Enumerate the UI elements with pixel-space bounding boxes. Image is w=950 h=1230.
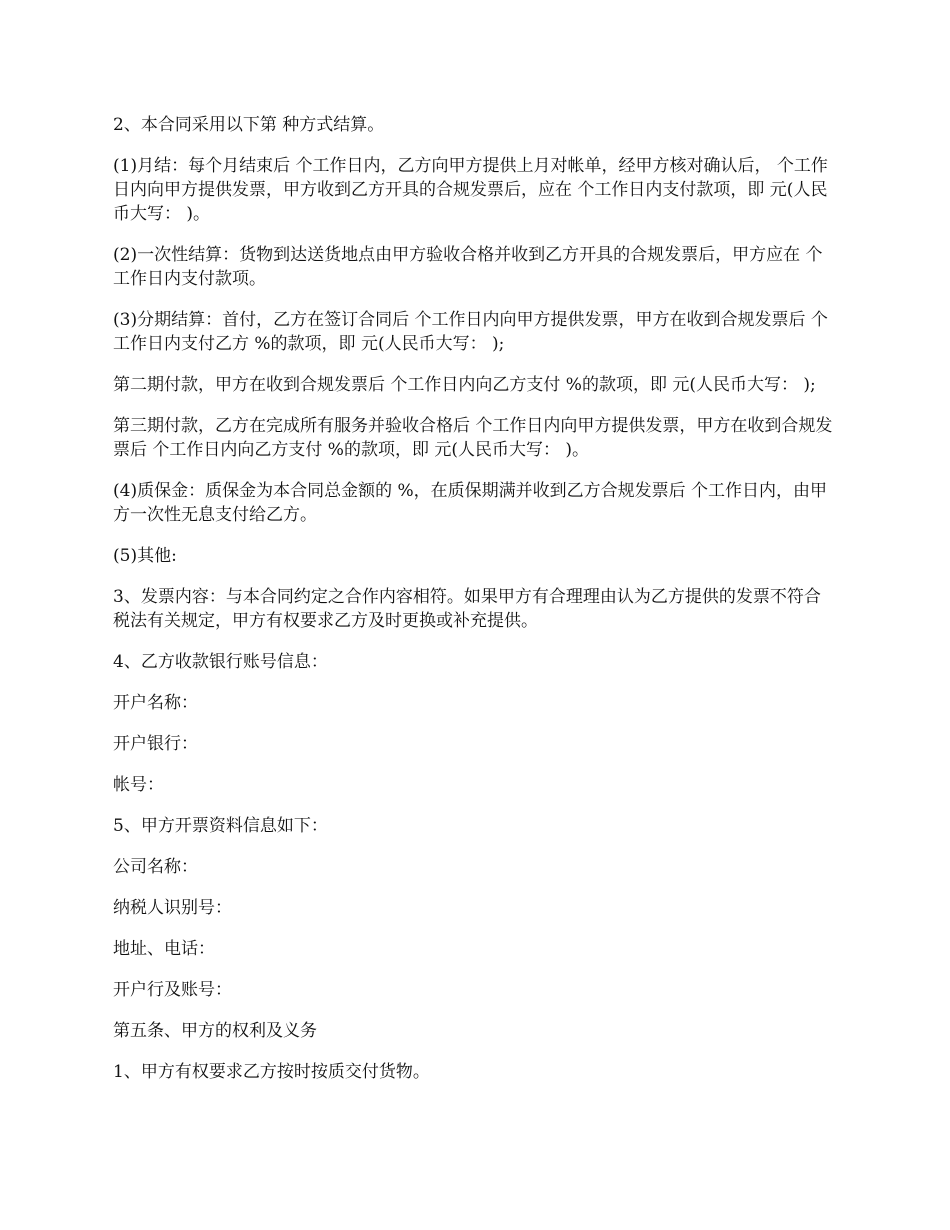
field-bank-and-account: 开户行及账号： — [113, 980, 232, 1000]
clause-party-a-right-1: 1、甲方有权要求乙方按时按质交付货物。 — [113, 1062, 430, 1082]
field-taxpayer-id: 纳税人识别号： — [113, 898, 232, 918]
clause-warranty-deposit: (4)质保金：质保金为本合同总金额的 %，在质保期满并收到乙方合规发票后 个工作日内，由甲方一次性无息支付给乙方。 — [113, 481, 828, 525]
field-bank-name: 开户银行： — [113, 734, 198, 754]
clause-monthly-settlement: (1)月结：每个月结束后 个工作日内，乙方向甲方提供上月对帐单，经甲方核对确认后， 个工作日内向甲方提供发票，甲方收到乙方开具的合规发票后，应在 个工作日内支付款项，即 元(人民币大写： )。 — [113, 156, 828, 224]
section-heading-party-a-rights: 第五条、甲方的权利及义务 — [113, 1021, 317, 1041]
clause-installment-settlement: (3)分期结算：首付，乙方在签订合同后 个工作日内向甲方提供发票，甲方在收到合规发票后 个工作日内支付乙方 %的款项，即 元(人民币大写： ); — [113, 310, 828, 354]
field-account-name: 开户名称： — [113, 693, 198, 713]
clause-other: (5)其他: — [113, 546, 177, 566]
clause-settlement-method: 2、本合同采用以下第 种方式结算。 — [113, 115, 385, 135]
clause-bank-account-info: 4、乙方收款银行账号信息： — [113, 652, 328, 672]
clause-invoice-content: 3、发票内容：与本合同约定之合作内容相符。如果甲方有合理理由认为乙方提供的发票不符合税法有关规定，甲方有权要求乙方及时更换或补充提供。 — [113, 587, 821, 631]
field-address-phone: 地址、电话： — [113, 939, 215, 959]
clause-invoicing-info: 5、甲方开票资料信息如下： — [113, 816, 328, 836]
field-company-name: 公司名称： — [113, 857, 198, 877]
clause-lump-sum-settlement: (2)一次性结算：货物到达送货地点由甲方验收合格并收到乙方开具的合规发票后，甲方应在 个工作日内支付款项。 — [113, 245, 823, 289]
clause-second-payment: 第二期付款，甲方在收到合规发票后 个工作日内向乙方支付 %的款项，即 元(人民币大写： ); — [113, 375, 816, 395]
field-account-number: 帐号： — [113, 775, 164, 795]
clause-third-payment: 第三期付款，乙方在完成所有服务并验收合格后 个工作日内向甲方提供发票，甲方在收到合规发票后 个工作日内向乙方支付 %的款项，即 元(人民币大写： )。 — [113, 416, 833, 460]
document-body — [113, 113, 835, 1101]
